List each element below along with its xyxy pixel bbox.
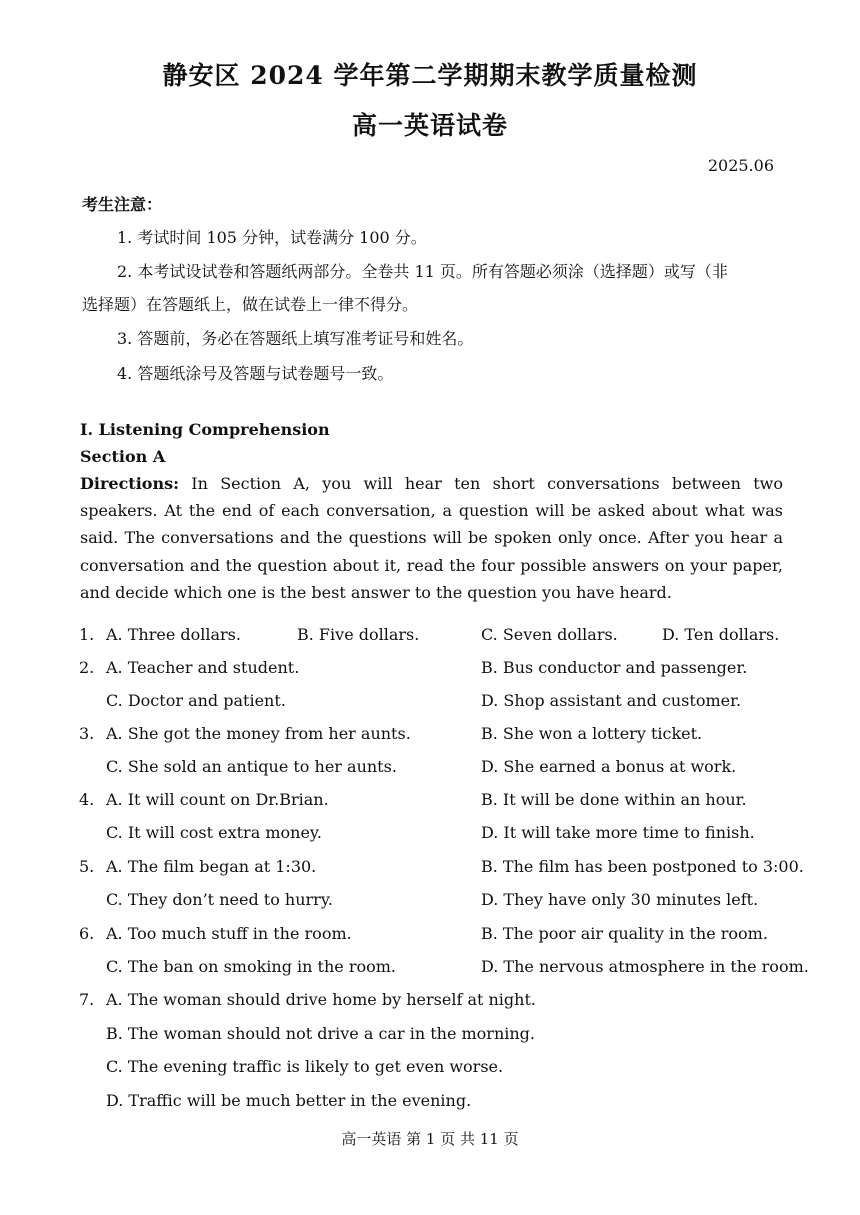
option-c: C. The evening traffic is likely to get even worse.: [106, 1057, 504, 1076]
option-d: D. Ten dollars.: [662, 625, 780, 644]
option-b: B. Bus conductor and passenger.: [481, 658, 748, 677]
notice-item-2-line-2: 选择题）在答题纸上，做在试卷上一律不得分。: [82, 295, 419, 314]
question-5-row-2: [0, 890, 860, 914]
part-heading: I. Listening Comprehension: [80, 420, 330, 439]
directions-label: Directions:: [80, 474, 179, 493]
question-number: 2.: [79, 658, 95, 677]
question-7-row-4: [0, 1091, 860, 1115]
option-b: B. The poor air quality in the room.: [481, 924, 768, 943]
question-3: [0, 724, 860, 748]
option-c: C. Seven dollars.: [481, 625, 618, 644]
question-number: 3.: [79, 724, 95, 743]
notice-heading: 考生注意：: [82, 195, 163, 214]
notice-item-3: 3. 答题前，务必在答题纸上填写准考证号和姓名。: [117, 329, 474, 348]
option-d: D. They have only 30 minutes left.: [481, 890, 759, 909]
notice-item-1: 1. 考试时间 105 分钟，试卷满分 100 分。: [117, 228, 427, 247]
question-7-row-2: [0, 1024, 860, 1048]
option-a: A. She got the money from her aunts.: [106, 724, 411, 743]
option-d: D. The nervous atmosphere in the room.: [481, 957, 809, 976]
question-5: [0, 857, 860, 881]
question-6: [0, 924, 860, 948]
question-7: [0, 990, 860, 1014]
option-a: A. It will count on Dr.Brian.: [106, 790, 329, 809]
option-c: C. Doctor and patient.: [106, 691, 286, 710]
question-number: 5.: [79, 857, 95, 876]
option-c: C. They don’t need to hurry.: [106, 890, 333, 909]
option-a: A. Three dollars.: [106, 625, 241, 644]
question-number: 7.: [79, 990, 95, 1009]
option-b: B. It will be done within an hour.: [481, 790, 747, 809]
option-d: D. Traffic will be much better in the evening.: [106, 1091, 472, 1110]
option-d: D. She earned a bonus at work.: [481, 757, 737, 776]
question-1: [0, 625, 860, 649]
notice-item-4: 4. 答题纸涂号及答题与试卷题号一致。: [117, 364, 394, 383]
option-b: B. Five dollars.: [297, 625, 420, 644]
question-4: [0, 790, 860, 814]
question-2: [0, 658, 860, 682]
option-d: D. Shop assistant and customer.: [481, 691, 742, 710]
option-b: B. The film has been postponed to 3:00.: [481, 857, 804, 876]
question-6-row-2: [0, 957, 860, 981]
exam-date: 2025.06: [707, 156, 774, 175]
section-heading: Section A: [80, 447, 166, 466]
exam-subtitle: 高一英语试卷: [351, 111, 508, 140]
question-7-row-3: [0, 1057, 860, 1081]
option-a: A. The woman should drive home by herself at night.: [106, 990, 536, 1009]
option-a: A. Too much stuff in the room.: [106, 924, 352, 943]
question-4-row-2: [0, 823, 860, 847]
option-c: C. The ban on smoking in the room.: [106, 957, 396, 976]
option-b: B. She won a lottery ticket.: [481, 724, 703, 743]
question-number: 6.: [79, 924, 95, 943]
directions-paragraph: [80, 470, 783, 606]
directions-text: In Section A, you will hear ten short conversations between two speakers. At the end of each conversation, a question will be asked about what was said. The conversations and the questions will be spoken only once. After you hear a conversation and the question about it, read the four possible answers on your paper, and decide which one is the best answer to the question you have heard.: [80, 474, 783, 602]
option-c: C. She sold an antique to her aunts.: [106, 757, 397, 776]
option-c: C. It will cost extra money.: [106, 823, 322, 842]
option-a: A. The film began at 1:30.: [106, 857, 317, 876]
question-number: 4.: [79, 790, 95, 809]
page-footer: 高一英语 第 1 页 共 11 页: [341, 1130, 519, 1148]
option-a: A. Teacher and student.: [106, 658, 300, 677]
question-3-row-2: [0, 757, 860, 781]
question-number: 1.: [79, 625, 95, 644]
option-d: D. It will take more time to finish.: [481, 823, 755, 842]
notice-item-2-line-1: 2. 本考试设试卷和答题纸两部分。全卷共 11 页。所有答题必须涂（选择题）或写（非: [117, 262, 728, 281]
exam-title: 静安区 2024 学年第二学期期末教学质量检测: [162, 61, 698, 90]
option-b: B. The woman should not drive a car in the morning.: [106, 1024, 536, 1043]
question-2-row-2: [0, 691, 860, 715]
